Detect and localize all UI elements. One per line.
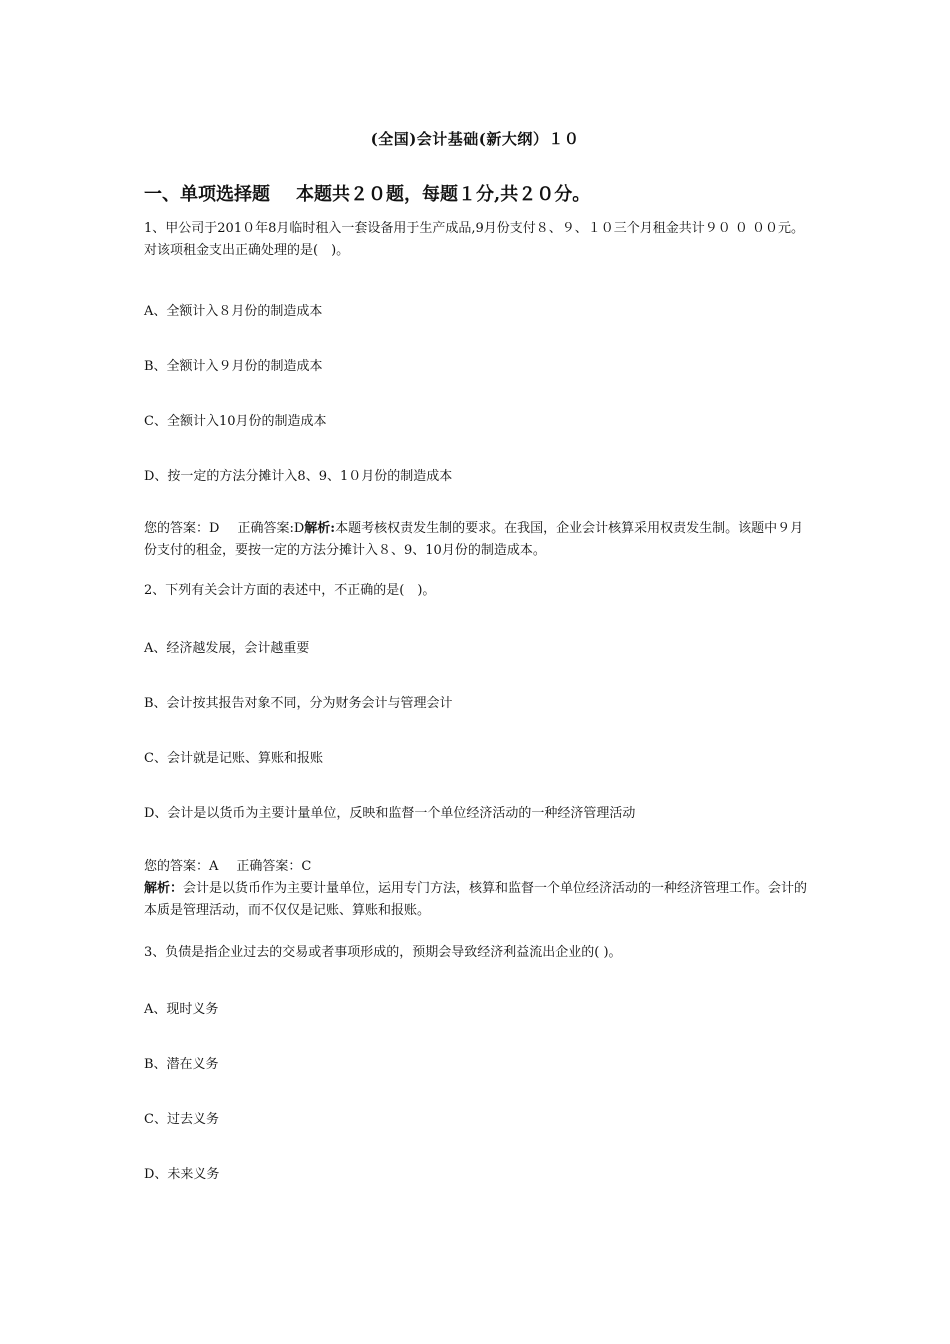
- question-3-option-b: B、潜在义务: [144, 1057, 219, 1072]
- question-2-analysis-block: [144, 878, 812, 922]
- question-2-analysis: 会计是以货币作为主要计量单位，运用专门方法，核算和监督一个单位经济活动的一种经济管理工作。会计的本质是管理活动，而不仅仅是记账、算账和报账。: [144, 881, 808, 918]
- question-2-option-c: C、会计就是记账、算账和报账: [144, 751, 323, 766]
- question-3-stem: 3、负债是指企业过去的交易或者事项形成的，预期会导致经济利益流出企业的( )。: [144, 945, 622, 960]
- question-2-answer-line: [144, 856, 812, 878]
- section-label: 一、单项选择题: [144, 184, 270, 205]
- question-2-option-d: D、会计是以货币为主要计量单位，反映和监督一个单位经济活动的一种经济管理活动: [144, 806, 636, 821]
- question-1-analysis: 本题考核权责发生制的要求。在我国，企业会计核算采用权责发生制。该题中９月份支付的租金，要按一定的方法分摊计入８、9、10月份的制造成本。: [144, 521, 804, 558]
- question-1-correct-answer: 正确答案:D: [237, 521, 305, 536]
- question-1-option-c: C、全额计入10月份的制造成本: [144, 414, 327, 429]
- question-2-your-answer: 您的答案：A: [144, 859, 219, 874]
- question-2-option-b: B、会计按其报告对象不同，分为财务会计与管理会计: [144, 696, 453, 711]
- section-description: 本题共２０题，每题１分,共２０分。: [296, 184, 591, 205]
- document-title: (全国)会计基础(新大纲）１０: [370, 130, 580, 148]
- question-2-stem: 2、下列有关会计方面的表述中，不正确的是( )。: [144, 583, 436, 598]
- question-2-option-a: A、经济越发展，会计越重要: [144, 641, 310, 656]
- question-3-option-d: D、未来义务: [144, 1167, 220, 1182]
- section-heading: [144, 180, 590, 206]
- question-1-option-a: A、全额计入８月份的制造成本: [144, 304, 323, 319]
- question-1-option-d: D、按一定的方法分摊计入8、9、1０月份的制造成本: [144, 469, 453, 484]
- question-1-option-b: B、全额计入９月份的制造成本: [144, 359, 323, 374]
- question-3-option-c: C、过去义务: [144, 1112, 219, 1127]
- question-2-correct-answer: 正确答案：C: [236, 859, 312, 874]
- question-1-stem: 1、甲公司于201０年8月临时租入一套设备用于生产成品,9月份支付８、９、１０三个月租金共计９０ ０ ００元。对该项租金支出正确处理的是( )。: [144, 221, 805, 258]
- question-1-analysis-label: 解析:: [304, 521, 336, 536]
- question-1-your-answer: 您的答案：D: [144, 521, 220, 536]
- question-1-answer-block: [144, 518, 812, 562]
- question-3-option-a: A、现时义务: [144, 1002, 219, 1017]
- question-2-analysis-label: 解析：: [144, 881, 184, 896]
